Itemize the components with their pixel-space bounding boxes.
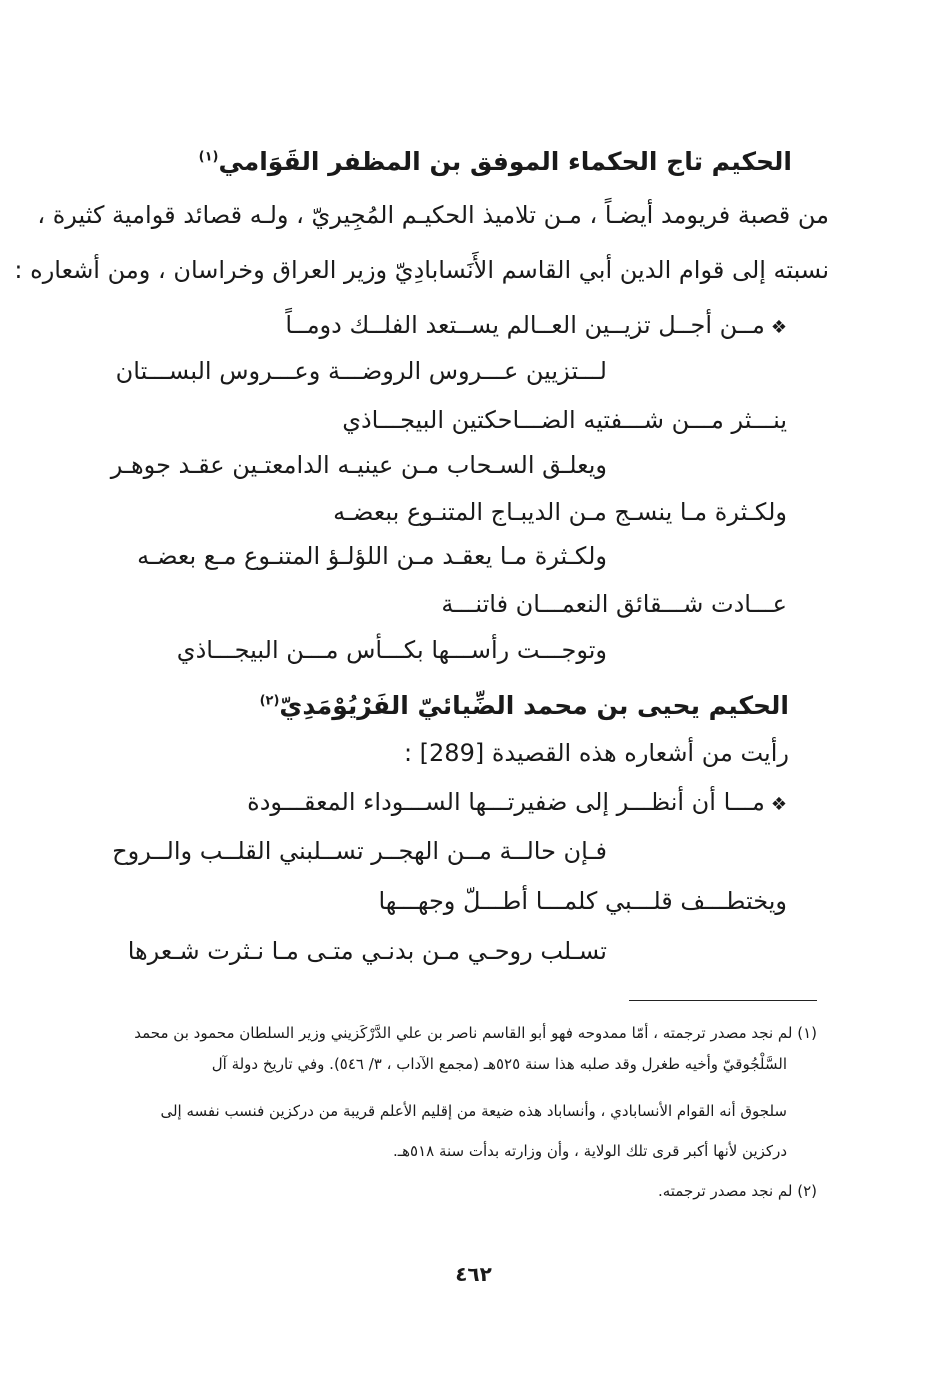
footnote-1-line-1: (١) لم نجد مصدر ترجمته ، أمّا ممدوحه فهو أبو القاسم ناصر بن علي الدَّرْكَزيني وزير السلطان محمود بن محمد bbox=[134, 1024, 817, 1042]
poem-1-line-2: لـــتزيين عـــروس الروضـــة وعـــروس البســـتان bbox=[115, 357, 607, 385]
intro-line-2: نسبته إلى قوام الدين أبي القاسم الأَنَسابادِيّ وزير العراق وخراسان ، ومن أشعاره : bbox=[14, 256, 829, 284]
footnote-2: (٢) لم نجد مصدر ترجمته. bbox=[657, 1182, 817, 1200]
poem-1-line-8: وتوجـــت رأســـها بكـــأس مـــن البيجـــاذي bbox=[176, 636, 607, 664]
poem-1-line-3: ينـــثر مـــن شـــفتيه الضـــاحكتين البيجـــاذي bbox=[342, 406, 787, 434]
poem-1-line-6: ولكـثرة مـا يعقـد مـن اللؤلـؤ المتنـوع مـع بعضـه bbox=[137, 542, 607, 570]
heading-2-text: الحكيم يحيى بن محمد الضِّيائيّ الفَرْيُوْمَدِيّ bbox=[279, 691, 789, 720]
footnote-1-line-3: سلجوق أنه القوام الأنسابادي ، وأنساباد هذه ضيعة من إقليم الأعلم قريبة من دركزين فنسب نفسه إلى bbox=[160, 1102, 787, 1120]
footnote-1-line-4: دركزين لأنها أكبر قرى تلك الولاية ، وأن وزارته بدأت سنة ٥١٨هـ. bbox=[392, 1142, 787, 1160]
poem-2-line-3: ويختطـــف قلـــبي كلمـــا أطـــلّ وجهـــها bbox=[378, 887, 787, 915]
poem-1-line-7: عـــادت شـــقائق النعمـــان فاتنـــة bbox=[441, 590, 787, 618]
footnote-1-line-2: السَّلْجُوقيّ وأخيه طغرل وقد صلبه هذا سنة ٥٢٥هـ (مجمع الآداب ، ٣/ ٥٤٦). وفي تاريخ دولة آل bbox=[211, 1055, 787, 1073]
poem-1-line-1 bbox=[285, 309, 787, 344]
bullet-icon: ❖ bbox=[770, 317, 787, 338]
poem-1-line-4: ويعلـق السـحاب مـن عينيـه الدامعتـين عقـد جوهـر bbox=[110, 451, 607, 479]
poem-2-line-4: تسـلب روحـي مـن بدنـي متـى مـا نـثرت شـعرها bbox=[127, 937, 607, 965]
intro-2: رأيت من أشعاره هذه القصيدة [289] : bbox=[403, 739, 789, 767]
poem-line-text: مــن أجــل تزيــين العــالم يســتعد الفلــك دومــاً bbox=[285, 311, 765, 339]
poem-2-line-2: فـإن حالــة مــن الهجــر تســلبني القلــب والــروح bbox=[112, 837, 607, 865]
footnote-ref-1: (١) bbox=[198, 149, 219, 165]
poem-2-line-1 bbox=[247, 786, 787, 821]
page-number: ٤٦٢ bbox=[455, 1262, 492, 1286]
heading-1-text: الحكيم تاج الحكماء الموفق بن المظفر القَوَامي bbox=[218, 147, 792, 176]
section-heading-2 bbox=[260, 690, 789, 722]
footnote-ref-2: (٢) bbox=[259, 693, 280, 709]
section-heading-1 bbox=[199, 146, 792, 178]
poem-1-line-5: ولكـثرة مـا ينسـج مـن الديبـاج المتنـوع ببعضـه bbox=[333, 498, 787, 526]
intro-line-1: من قصبة فريومد أيضـاً ، مـن تلاميذ الحكيـم المُجِيريّ ، ولـه قصائد قوامية كثيرة ، bbox=[37, 201, 829, 229]
poem-line-text: مـــا أن أنظـــر إلى ضفيرتـــها الســـوداء المعقـــودة bbox=[247, 788, 765, 816]
bullet-icon: ❖ bbox=[770, 794, 787, 815]
footnote-separator bbox=[629, 1000, 817, 1001]
